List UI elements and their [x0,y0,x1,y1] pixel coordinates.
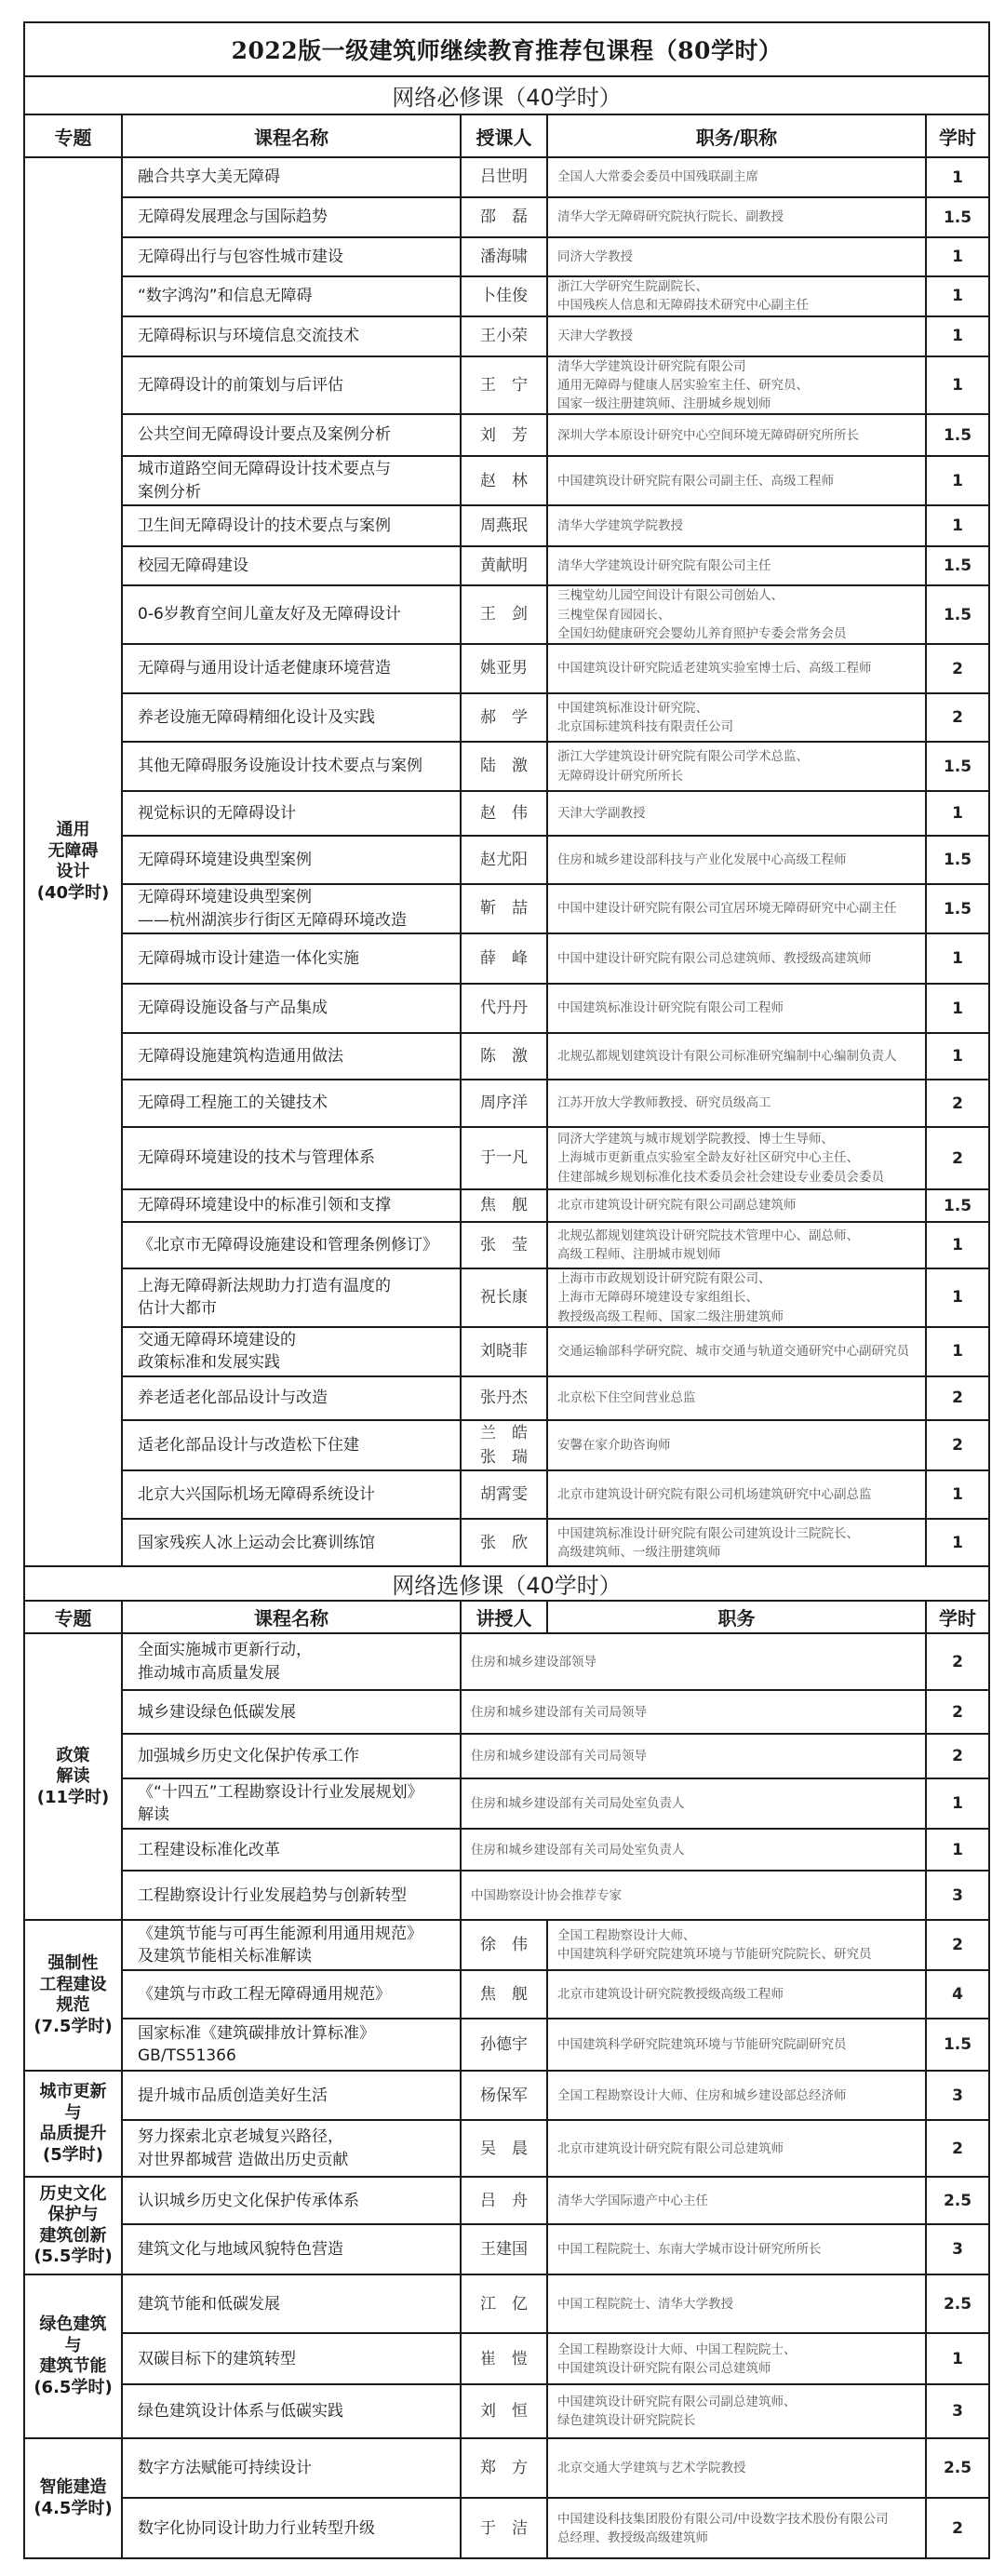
credit-hours: 3 [926,2384,989,2438]
course-name: 无障碍设施设备与产品集成 [122,984,461,1033]
lecturer-name: 王 宁 [461,356,547,415]
credit-hours: 2 [926,693,989,742]
table-row [24,456,989,505]
course-name: 北京大兴国际机场无障碍系统设计 [122,1470,461,1519]
course-name: 无障碍与通用设计适老健康环境营造 [122,644,461,693]
table-row [24,2177,989,2224]
course-table-sheet [23,21,988,2559]
credit-hours: 3 [926,1871,989,1920]
lecturer-name: 卜佳俊 [461,276,547,316]
credit-hours: 1 [926,1268,989,1327]
credit-hours: 3 [926,2071,989,2120]
credit-hours: 2.5 [926,2438,989,2498]
lecturer-position: 全国人大常委会委员中国残联副主席 [547,157,926,197]
table-row [24,2071,989,2120]
lecturer-position: 北规弘都规划建筑设计研究院技术管理中心、副总师、 高级工程师、注册城市规划师 [547,1222,926,1268]
lecturer-position: 同济大学教授 [547,237,926,276]
credit-hours: 1 [926,1222,989,1268]
table-row [24,157,989,197]
lecturer-position: 交通运输部科学研究院、城市交通与轨道交通研究中心副研究员 [547,1327,926,1376]
course-name: 无障碍出行与包容性城市建设 [122,237,461,276]
lecturer-name: 陆 激 [461,742,547,791]
credit-hours: 1.5 [926,884,989,933]
lecturer-name: 刘 芳 [461,414,547,456]
table-row [24,2438,989,2498]
lecturer-position: 中国建设科技集团股份有限公司/中设数字技术股份有限公司 总经理、教授级高级建筑师 [547,2498,926,2558]
topic-cell: 通用 无障碍 设计 (40学时) [24,157,122,1566]
table-row [24,356,989,415]
table-row [24,1734,989,1778]
lecturer-name: 于 洁 [461,2498,547,2558]
lecturer-position: 中国中建设计研究院有限公司总建筑师、教授级高建筑师 [547,933,926,984]
lecturer-position: 深圳大学本原设计研究中心空间环境无障碍研究所所长 [547,414,926,456]
course-name: 工程勘察设计行业发展趋势与创新转型 [122,1871,461,1920]
table-row [24,1871,989,1920]
column-header-hours: 学时 [926,1601,989,1633]
course-name: 数字方法赋能可持续设计 [122,2438,461,2498]
course-name: 融合共享大美无障碍 [122,157,461,197]
lecturer-name: 张 莹 [461,1222,547,1268]
lecturer-name: 代丹丹 [461,984,547,1033]
column-header-topic: 专题 [24,114,122,157]
course-name: 建筑文化与地域风貌特色营造 [122,2224,461,2274]
lecturer-name: 潘海啸 [461,237,547,276]
table-row [24,742,989,791]
course-name: 工程建设标准化改革 [122,1829,461,1871]
credit-hours: 1 [926,1470,989,1519]
title-row [24,22,989,76]
lecturer-name: 赵尤阳 [461,836,547,884]
lecturer-position: 安馨在家介助咨询师 [547,1420,926,1471]
lecturer-position: 上海市市政规划设计研究院有限公司、 上海市无障碍环境建设专家组组长、 教授级高级工程师、国家二级注册建筑师 [547,1268,926,1327]
topic-cell: 智能建造 (4.5学时) [24,2438,122,2558]
credit-hours: 1 [926,157,989,197]
table-row [24,984,989,1033]
table-row [24,1376,989,1420]
lecturer-name: 黄献明 [461,546,547,585]
table-row [24,1268,989,1327]
credit-hours: 1.5 [926,197,989,237]
lecturer-position: 全国工程勘察设计大师、中国工程院院士、 中国建筑设计研究院有限公司总建筑师 [547,2333,926,2384]
table-row [24,237,989,276]
lecturer-position: 北规弘都规划建筑设计有限公司标准研究编制中心编制负责人 [547,1033,926,1080]
lecturer-name: 郑 方 [461,2438,547,2498]
lecturer-position: 住房和城乡建设部有关司局领导 [461,1690,926,1734]
table-row [24,1778,989,1829]
course-name: 城乡建设绿色低碳发展 [122,1690,461,1734]
credit-hours: 1 [926,1829,989,1871]
header-row [24,1601,989,1633]
course-name: 校园无障碍建设 [122,546,461,585]
credit-hours: 1 [926,2333,989,2384]
credit-hours: 2 [926,1420,989,1471]
credit-hours: 1 [926,791,989,836]
column-header-topic: 专题 [24,1601,122,1633]
credit-hours: 1.5 [926,1189,989,1222]
course-name: 《“十四五”工程勘察设计行业发展规划》 解读 [122,1778,461,1829]
topic-cell: 政策 解读 (11学时) [24,1633,122,1920]
course-name: 无障碍环境建设典型案例 [122,836,461,884]
table-row [24,1920,989,1970]
course-name: 无障碍标识与环境信息交流技术 [122,316,461,356]
table-row [24,2498,989,2558]
lecturer-name: 徐 伟 [461,1920,547,1970]
course-name: 数字化协同设计助力行业转型升级 [122,2498,461,2558]
course-name: 建筑节能和低碳发展 [122,2274,461,2333]
table-row [24,1633,989,1690]
credit-hours: 1.5 [926,2019,989,2071]
lecturer-name: 张 欣 [461,1519,547,1566]
table-row [24,1327,989,1376]
lecturer-name: 杨保军 [461,2071,547,2120]
lecturer-name: 刘 恒 [461,2384,547,2438]
course-name: 绿色建筑设计体系与低碳实践 [122,2384,461,2438]
lecturer-position: 北京市建筑设计研究院教授级高级工程师 [547,1970,926,2019]
lecturer-name: 靳 喆 [461,884,547,933]
lecturer-name: 姚亚男 [461,644,547,693]
lecturer-name: 张丹杰 [461,1376,547,1420]
lecturer-position: 北京松下住空间营业总监 [547,1376,926,1420]
table-row [24,1970,989,2019]
credit-hours: 2 [926,1080,989,1127]
lecturer-position: 住房和城乡建设部有关司局处室负责人 [461,1829,926,1871]
course-table [23,21,990,2559]
column-header-hours: 学时 [926,114,989,157]
lecturer-name: 赵 林 [461,456,547,505]
lecturer-name: 王小荣 [461,316,547,356]
lecturer-name: 周序洋 [461,1080,547,1127]
table-row [24,2274,989,2333]
lecturer-name: 江 亿 [461,2274,547,2333]
course-name: 全面实施城市更新行动， 推动城市高质量发展 [122,1633,461,1690]
course-name: 养老适老化部品设计与改造 [122,1376,461,1420]
lecturer-name: 焦 舰 [461,1189,547,1222]
lecturer-name: 祝长康 [461,1268,547,1327]
lecturer-name: 周燕珉 [461,505,547,546]
lecturer-position: 中国建筑标准设计研究院、 北京国标建筑科技有限责任公司 [547,693,926,742]
table-row [24,276,989,316]
credit-hours: 2 [926,1920,989,1970]
credit-hours: 1 [926,505,989,546]
lecturer-position: 清华大学建筑设计研究院有限公司 通用无障碍与健康人居实验室主任、研究员、 国家一级注册建筑师、注册城乡规划师 [547,356,926,415]
lecturer-name: 吴 晨 [461,2120,547,2177]
lecturer-name: 陈 激 [461,1033,547,1080]
lecturer-name: 王 剑 [461,585,547,644]
table-row [24,1033,989,1080]
lecturer-position: 北京市建筑设计研究院有限公司副总建筑师 [547,1189,926,1222]
table-row [24,316,989,356]
table-row [24,2120,989,2177]
credit-hours: 1 [926,933,989,984]
table-row [24,546,989,585]
course-name: 认识城乡历史文化保护传承体系 [122,2177,461,2224]
course-name: 努力探索北京老城复兴路径， 对世界都城营 造做出历史贡献 [122,2120,461,2177]
lecturer-position: 天津大学教授 [547,316,926,356]
column-header-teacher: 讲授人 [461,1601,547,1633]
table-row [24,933,989,984]
lecturer-position: 全国工程勘察设计大师、住房和城乡建设部总经济师 [547,2071,926,2120]
table-row [24,585,989,644]
credit-hours: 1 [926,276,989,316]
lecturer-position: 清华大学无障碍研究院执行院长、副教授 [547,197,926,237]
credit-hours: 2 [926,1376,989,1420]
table-row [24,414,989,456]
lecturer-name: 于一凡 [461,1127,547,1189]
table-row [24,1690,989,1734]
table-row [24,1222,989,1268]
credit-hours: 2 [926,1734,989,1778]
credit-hours: 1.5 [926,836,989,884]
course-name: 《北京市无障碍设施建设和管理条例修订》 [122,1222,461,1268]
lecturer-name: 吕世明 [461,157,547,197]
lecturer-name: 赵 伟 [461,791,547,836]
course-name: 双碳目标下的建筑转型 [122,2333,461,2384]
credit-hours: 2 [926,1690,989,1734]
section-title: 网络选修课（40学时） [24,1566,989,1601]
lecturer-position: 中国建筑设计研究院有限公司副主任、高级工程师 [547,456,926,505]
lecturer-position: 三槐堂幼儿园空间设计有限公司创始人、 三槐堂保育园园长、 全国妇幼健康研究会婴幼儿养育照护专委会常务会员 [547,585,926,644]
credit-hours: 1 [926,984,989,1033]
table-row [24,1829,989,1871]
lecturer-position: 北京交通大学建筑与艺术学院教授 [547,2438,926,2498]
lecturer-position: 中国工程院院士、清华大学教授 [547,2274,926,2333]
lecturer-name: 孙德宇 [461,2019,547,2071]
credit-hours: 2 [926,644,989,693]
course-name: 无障碍发展理念与国际趋势 [122,197,461,237]
lecturer-name: 兰 皓 张 瑞 [461,1420,547,1471]
column-header-teacher: 授课人 [461,114,547,157]
course-name: 卫生间无障碍设计的技术要点与案例 [122,505,461,546]
course-name: 养老设施无障碍精细化设计及实践 [122,693,461,742]
table-row [24,836,989,884]
credit-hours: 2 [926,1633,989,1690]
course-name: 《建筑节能与可再生能源利用通用规范》 及建筑节能相关标准解读 [122,1920,461,1970]
table-row [24,2019,989,2071]
course-name: 无障碍设计的前策划与后评估 [122,356,461,415]
lecturer-position: 全国工程勘察设计大师、 中国建筑科学研究院建筑环境与节能研究院院长、研究员 [547,1920,926,1970]
course-name: 城市道路空间无障碍设计技术要点与 案例分析 [122,456,461,505]
credit-hours: 1 [926,1327,989,1376]
table-row [24,693,989,742]
table-row [24,1420,989,1471]
topic-cell: 历史文化 保护与 建筑创新 (5.5学时) [24,2177,122,2274]
column-header-job: 职务 [547,1601,926,1633]
course-name: 无障碍工程施工的关键技术 [122,1080,461,1127]
course-name: 其他无障碍服务设施设计技术要点与案例 [122,742,461,791]
credit-hours: 4 [926,1970,989,2019]
credit-hours: 1 [926,356,989,415]
lecturer-name: 刘晓菲 [461,1327,547,1376]
lecturer-position: 清华大学建筑学院教授 [547,505,926,546]
section-title: 网络必修课（40学时） [24,76,989,114]
course-name: “数字鸿沟”和信息无障碍 [122,276,461,316]
lecturer-position: 浙江大学研究生院副院长、 中国残疾人信息和无障碍技术研究中心副主任 [547,276,926,316]
lecturer-name: 胡霄雯 [461,1470,547,1519]
table-row [24,884,989,933]
header-row [24,114,989,157]
lecturer-position: 江苏开放大学教师教授、研究员级高工 [547,1080,926,1127]
table-row [24,1127,989,1189]
credit-hours: 1.5 [926,414,989,456]
section-row [24,1566,989,1601]
lecturer-name: 吕 舟 [461,2177,547,2224]
course-name: 提升城市品质创造美好生活 [122,2071,461,2120]
course-name: 《建筑与市政工程无障碍通用规范》 [122,1970,461,2019]
table-row [24,2333,989,2384]
lecturer-position: 清华大学建筑设计研究院有限公司主任 [547,546,926,585]
table-row [24,2384,989,2438]
credit-hours: 2.5 [926,2274,989,2333]
credit-hours: 1 [926,237,989,276]
lecturer-name: 焦 舰 [461,1970,547,2019]
lecturer-name: 郝 学 [461,693,547,742]
table-row [24,197,989,237]
lecturer-position: 中国建筑标准设计研究院有限公司工程师 [547,984,926,1033]
credit-hours: 1.5 [926,742,989,791]
lecturer-name: 王建国 [461,2224,547,2274]
lecturer-position: 中国建筑设计研究院适老建筑实验室博士后、高级工程师 [547,644,926,693]
lecturer-position: 北京市建筑设计研究院有限公司总建筑师 [547,2120,926,2177]
lecturer-position: 浙江大学建筑设计研究院有限公司学术总监、 无障碍设计研究所所长 [547,742,926,791]
topic-cell: 城市更新 与 品质提升 (5学时) [24,2071,122,2177]
table-row [24,2224,989,2274]
course-name: 0-6岁教育空间儿童友好及无障碍设计 [122,585,461,644]
course-name: 无障碍环境建设的技术与管理体系 [122,1127,461,1189]
topic-cell: 绿色建筑 与 建筑节能 (6.5学时) [24,2274,122,2438]
lecturer-position: 北京市建筑设计研究院有限公司机场建筑研究中心副总监 [547,1470,926,1519]
table-row [24,1470,989,1519]
lecturer-position: 中国建筑标准设计研究院有限公司建筑设计三院院长、 高级建筑师、一级注册建筑师 [547,1519,926,1566]
table-row [24,791,989,836]
lecturer-position: 住房和城乡建设部有关司局处室负责人 [461,1778,926,1829]
table-row [24,1189,989,1222]
column-header-job: 职务/职称 [547,114,926,157]
table-row [24,644,989,693]
credit-hours: 3 [926,2224,989,2274]
table-row [24,1519,989,1566]
credit-hours: 1 [926,316,989,356]
credit-hours: 2 [926,2498,989,2558]
lecturer-name: 崔 愷 [461,2333,547,2384]
lecturer-position: 天津大学副教授 [547,791,926,836]
lecturer-position: 中国工程院院士、东南大学城市设计研究所所长 [547,2224,926,2274]
course-name: 公共空间无障碍设计要点及案例分析 [122,414,461,456]
lecturer-position: 住房和城乡建设部领导 [461,1633,926,1690]
lecturer-position: 中国建筑设计研究院有限公司副总建筑师、 绿色建筑设计研究院院长 [547,2384,926,2438]
course-name: 无障碍城市设计建造一体化实施 [122,933,461,984]
credit-hours: 1.5 [926,546,989,585]
topic-cell: 强制性 工程建设 规范 (7.5学时) [24,1920,122,2071]
course-name: 国家残疾人冰上运动会比赛训练馆 [122,1519,461,1566]
credit-hours: 2.5 [926,2177,989,2224]
lecturer-name: 薛 峰 [461,933,547,984]
course-name: 无障碍设施建筑构造通用做法 [122,1033,461,1080]
lecturer-name: 邵 磊 [461,197,547,237]
lecturer-position: 中国建筑科学研究院建筑环境与节能研究院副研究员 [547,2019,926,2071]
course-name: 加强城乡历史文化保护传承工作 [122,1734,461,1778]
credit-hours: 2 [926,1127,989,1189]
course-name: 视觉标识的无障碍设计 [122,791,461,836]
credit-hours: 1 [926,1519,989,1566]
course-name: 适老化部品设计与改造松下住建 [122,1420,461,1471]
lecturer-position: 中国中建设计研究院有限公司宜居环境无障碍研究中心副主任 [547,884,926,933]
credit-hours: 1 [926,1778,989,1829]
lecturer-position: 清华大学国际遗产中心主任 [547,2177,926,2224]
column-header-course: 课程名称 [122,114,461,157]
credit-hours: 1.5 [926,585,989,644]
course-name: 国家标准《建筑碳排放计算标准》 GB/TS51366 [122,2019,461,2071]
document-title: 2022版一级建筑师继续教育推荐包课程（80学时） [24,22,989,76]
lecturer-position: 中国勘察设计协会推荐专家 [461,1871,926,1920]
table-row [24,1080,989,1127]
credit-hours: 1 [926,1033,989,1080]
course-name: 上海无障碍新法规助力打造有温度的 估计大都市 [122,1268,461,1327]
credit-hours: 1 [926,456,989,505]
course-name: 无障碍环境建设典型案例 ——杭州湖滨步行街区无障碍环境改造 [122,884,461,933]
table-row [24,505,989,546]
lecturer-position: 同济大学建筑与城市规划学院教授、博士生导师、 上海城市更新重点实验室全龄友好社区研究中心主任、 住建部城乡规划标准化技术委员会社会建设专业委员会委员 [547,1127,926,1189]
lecturer-position: 住房和城乡建设部有关司局领导 [461,1734,926,1778]
lecturer-position: 住房和城乡建设部科技与产业化发展中心高级工程师 [547,836,926,884]
column-header-course: 课程名称 [122,1601,461,1633]
credit-hours: 2 [926,2120,989,2177]
section-row [24,76,989,114]
course-name: 交通无障碍环境建设的 政策标准和发展实践 [122,1327,461,1376]
course-name: 无障碍环境建设中的标准引领和支撑 [122,1189,461,1222]
